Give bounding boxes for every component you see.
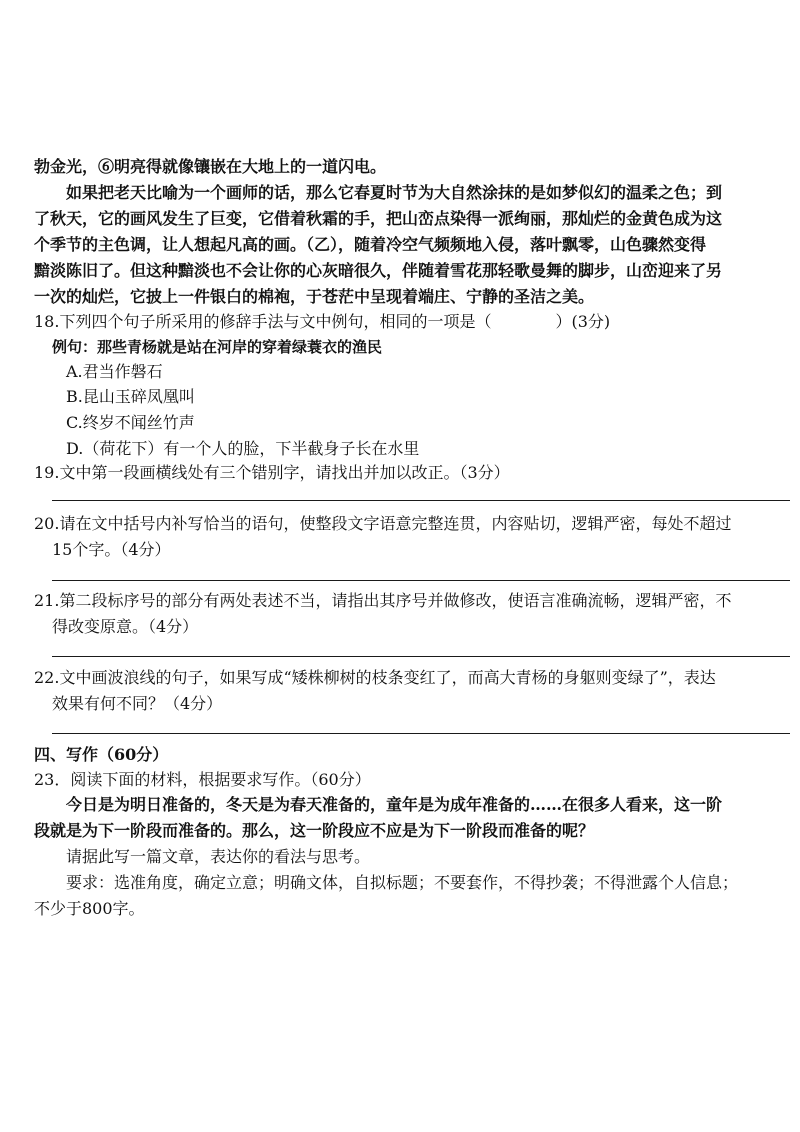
question-18-stem: 18.下列四个句子所采用的修辞手法与文中例句，相同的一项是（ ）(3分)	[34, 312, 611, 331]
section-4-title: 四、写作（60分）	[34, 745, 169, 764]
question-21-line: 21.第二段标序号的部分有两处表述不当，请指出其序号并做修改，使语言准确流畅，逻辑严密，不	[34, 591, 732, 610]
writing-requirements-line: 不少于800字。	[34, 899, 145, 918]
answer-line	[52, 500, 790, 501]
question-18-option-c: C.终岁不闻丝竹声	[66, 413, 195, 432]
question-22-line: 效果有何不同？（4分）	[52, 694, 223, 713]
answer-line	[52, 733, 790, 734]
writing-requirements-line: 要求：选准角度，确定立意；明确文体，自拟标题；不要套作，不得抄袭；不得泄露个人信息；	[66, 873, 739, 892]
writing-material-line: 今日是为明日准备的，冬天是为春天准备的，童年是为成年准备的……在很多人看来，这一阶	[66, 795, 723, 814]
answer-line	[52, 580, 790, 581]
question-18-option-b: B.昆山玉碎凤凰叫	[66, 387, 195, 406]
question-18-example: 例句：那些青杨就是站在河岸的穿着绿蓑衣的渔民	[52, 338, 383, 356]
passage-paragraph-2-line: 个季节的主色调，让人想起凡高的画。（乙），随着冷空气频频地入侵，落叶飘零，山色骤然变得	[34, 235, 707, 254]
question-21-line: 得改变原意。（4分）	[52, 617, 199, 636]
answer-line	[52, 656, 790, 657]
question-20-line: 20.请在文中括号内补写恰当的语句，使整段文字语意完整连贯，内容贴切，逻辑严密，每处不超过	[34, 514, 732, 533]
question-19: 19.文中第一段画横线处有三个错别字，请找出并加以改正。（3分）	[34, 463, 510, 482]
writing-material-line: 段就是为下一阶段而准备的。那么，这一阶段应不应是为下一阶段而准备的呢？	[34, 821, 595, 840]
question-18-option-a: A.君当作磐石	[66, 362, 163, 381]
passage-paragraph-2-line: 黯淡陈旧了。但这种黯淡也不会让你的心灰暗很久，伴随着雪花那轻歌曼舞的脚步，山峦迎来了另	[34, 261, 723, 280]
question-23: 23．阅读下面的材料，根据要求写作。（60分）	[34, 770, 371, 789]
question-22-line: 22.文中画波浪线的句子，如果写成“矮株柳树的枝条变红了，而高大青杨的身躯则变绿了”，表达	[34, 668, 716, 687]
passage-paragraph-2-line: 一次的灿烂，它披上一件银白的棉袍，于苍茫中呈现着端庄、宁静的圣洁之美。	[34, 287, 595, 306]
writing-task: 请据此写一篇文章，表达你的看法与思考。	[66, 847, 371, 866]
passage-paragraph-1-tail: 勃金光，⑥明亮得就像镶嵌在大地上的一道闪电。	[34, 157, 387, 176]
question-18-option-d: D.（荷花下）有一个人的脸，下半截身子长在水里	[66, 439, 420, 458]
question-20-line: 15个字。（4分）	[52, 540, 171, 559]
passage-paragraph-2-line: 了秋天，它的画风发生了巨变，它借着秋霜的手，把山峦点染得一派绚丽，那灿烂的金黄色成为这	[34, 209, 723, 228]
passage-paragraph-2-line: 如果把老天比喻为一个画师的话，那么它春夏时节为大自然涂抹的是如梦似幻的温柔之色；到	[66, 183, 723, 202]
